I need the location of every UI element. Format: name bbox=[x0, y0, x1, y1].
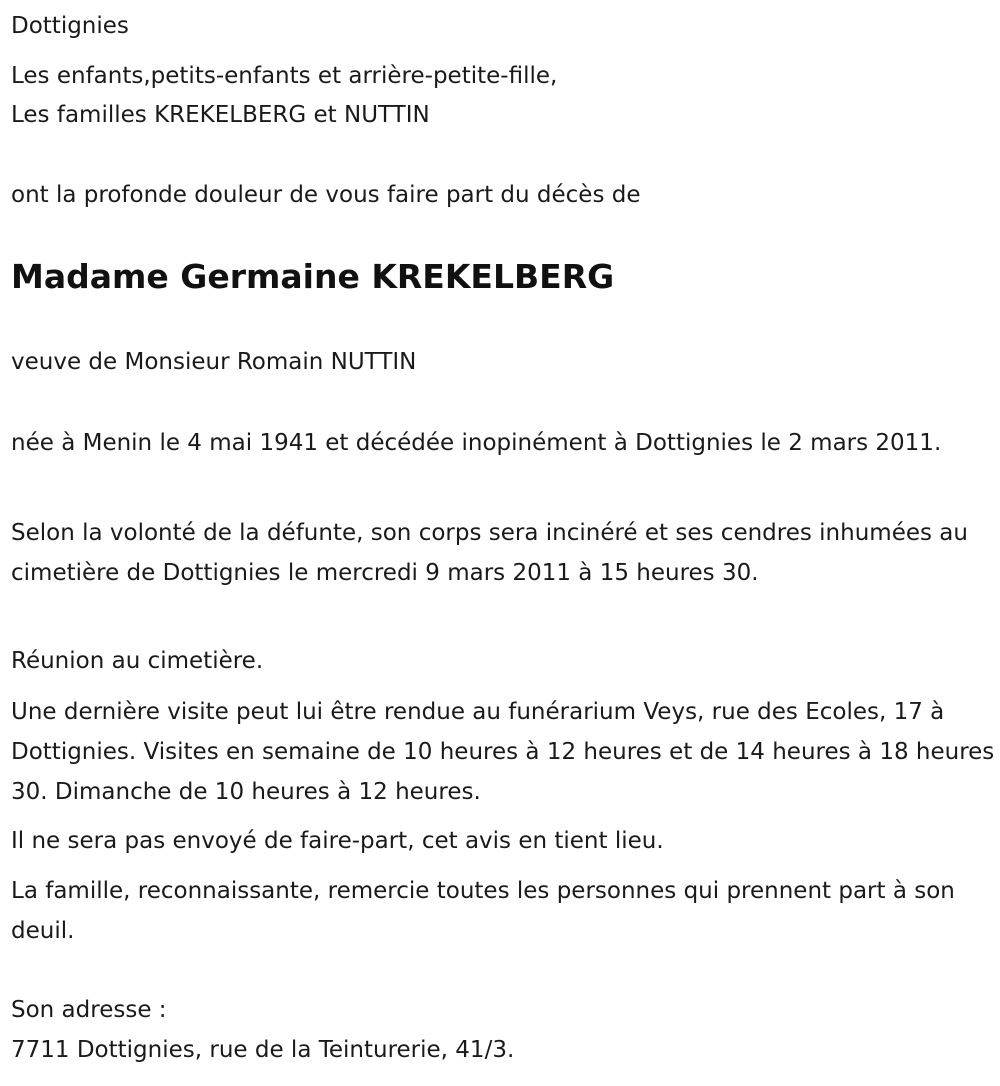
cremation-paragraph: Selon la volonté de la défunte, son corps sera incinéré et ses cendres inhumées au cimetière de Dottignies le mercredi 9 mars 2011 à 15 heures 30. bbox=[11, 520, 968, 586]
location: Dottignies bbox=[11, 13, 129, 39]
address-label: Son adresse : bbox=[11, 997, 167, 1023]
thanks-paragraph: La famille, reconnaissante, remercie toutes les personnes qui prennent part à son deuil. bbox=[11, 878, 955, 944]
family-line-1: Les enfants,petits-enfants et arrière-petite-fille, bbox=[11, 63, 558, 89]
meeting-line: Réunion au cimetière. bbox=[11, 648, 264, 674]
birth-death-paragraph: née à Menin le 4 mai 1941 et décédée inopinément à Dottignies le 2 mars 2011. bbox=[11, 430, 942, 456]
spouse-line: veuve de Monsieur Romain NUTTIN bbox=[11, 349, 417, 375]
no-card-line: Il ne sera pas envoyé de faire-part, cet avis en tient lieu. bbox=[11, 828, 664, 854]
announcement: ont la profonde douleur de vous faire part du décès de bbox=[11, 182, 641, 208]
address: 7711 Dottignies, rue de la Teinturerie, 41/3. bbox=[11, 1037, 515, 1063]
deceased-name: Madame Germaine KREKELBERG bbox=[11, 257, 615, 296]
visit-paragraph: Une dernière visite peut lui être rendue au funérarium Veys, rue des Ecoles, 17 à Dottignies. Visites en semaine de 10 heures à 12 heures et de 14 heures à 18 heures 30. Dimanche de 10 heures à 12 heures. bbox=[11, 699, 995, 805]
family-line-2: Les familles KREKELBERG et NUTTIN bbox=[11, 102, 430, 128]
